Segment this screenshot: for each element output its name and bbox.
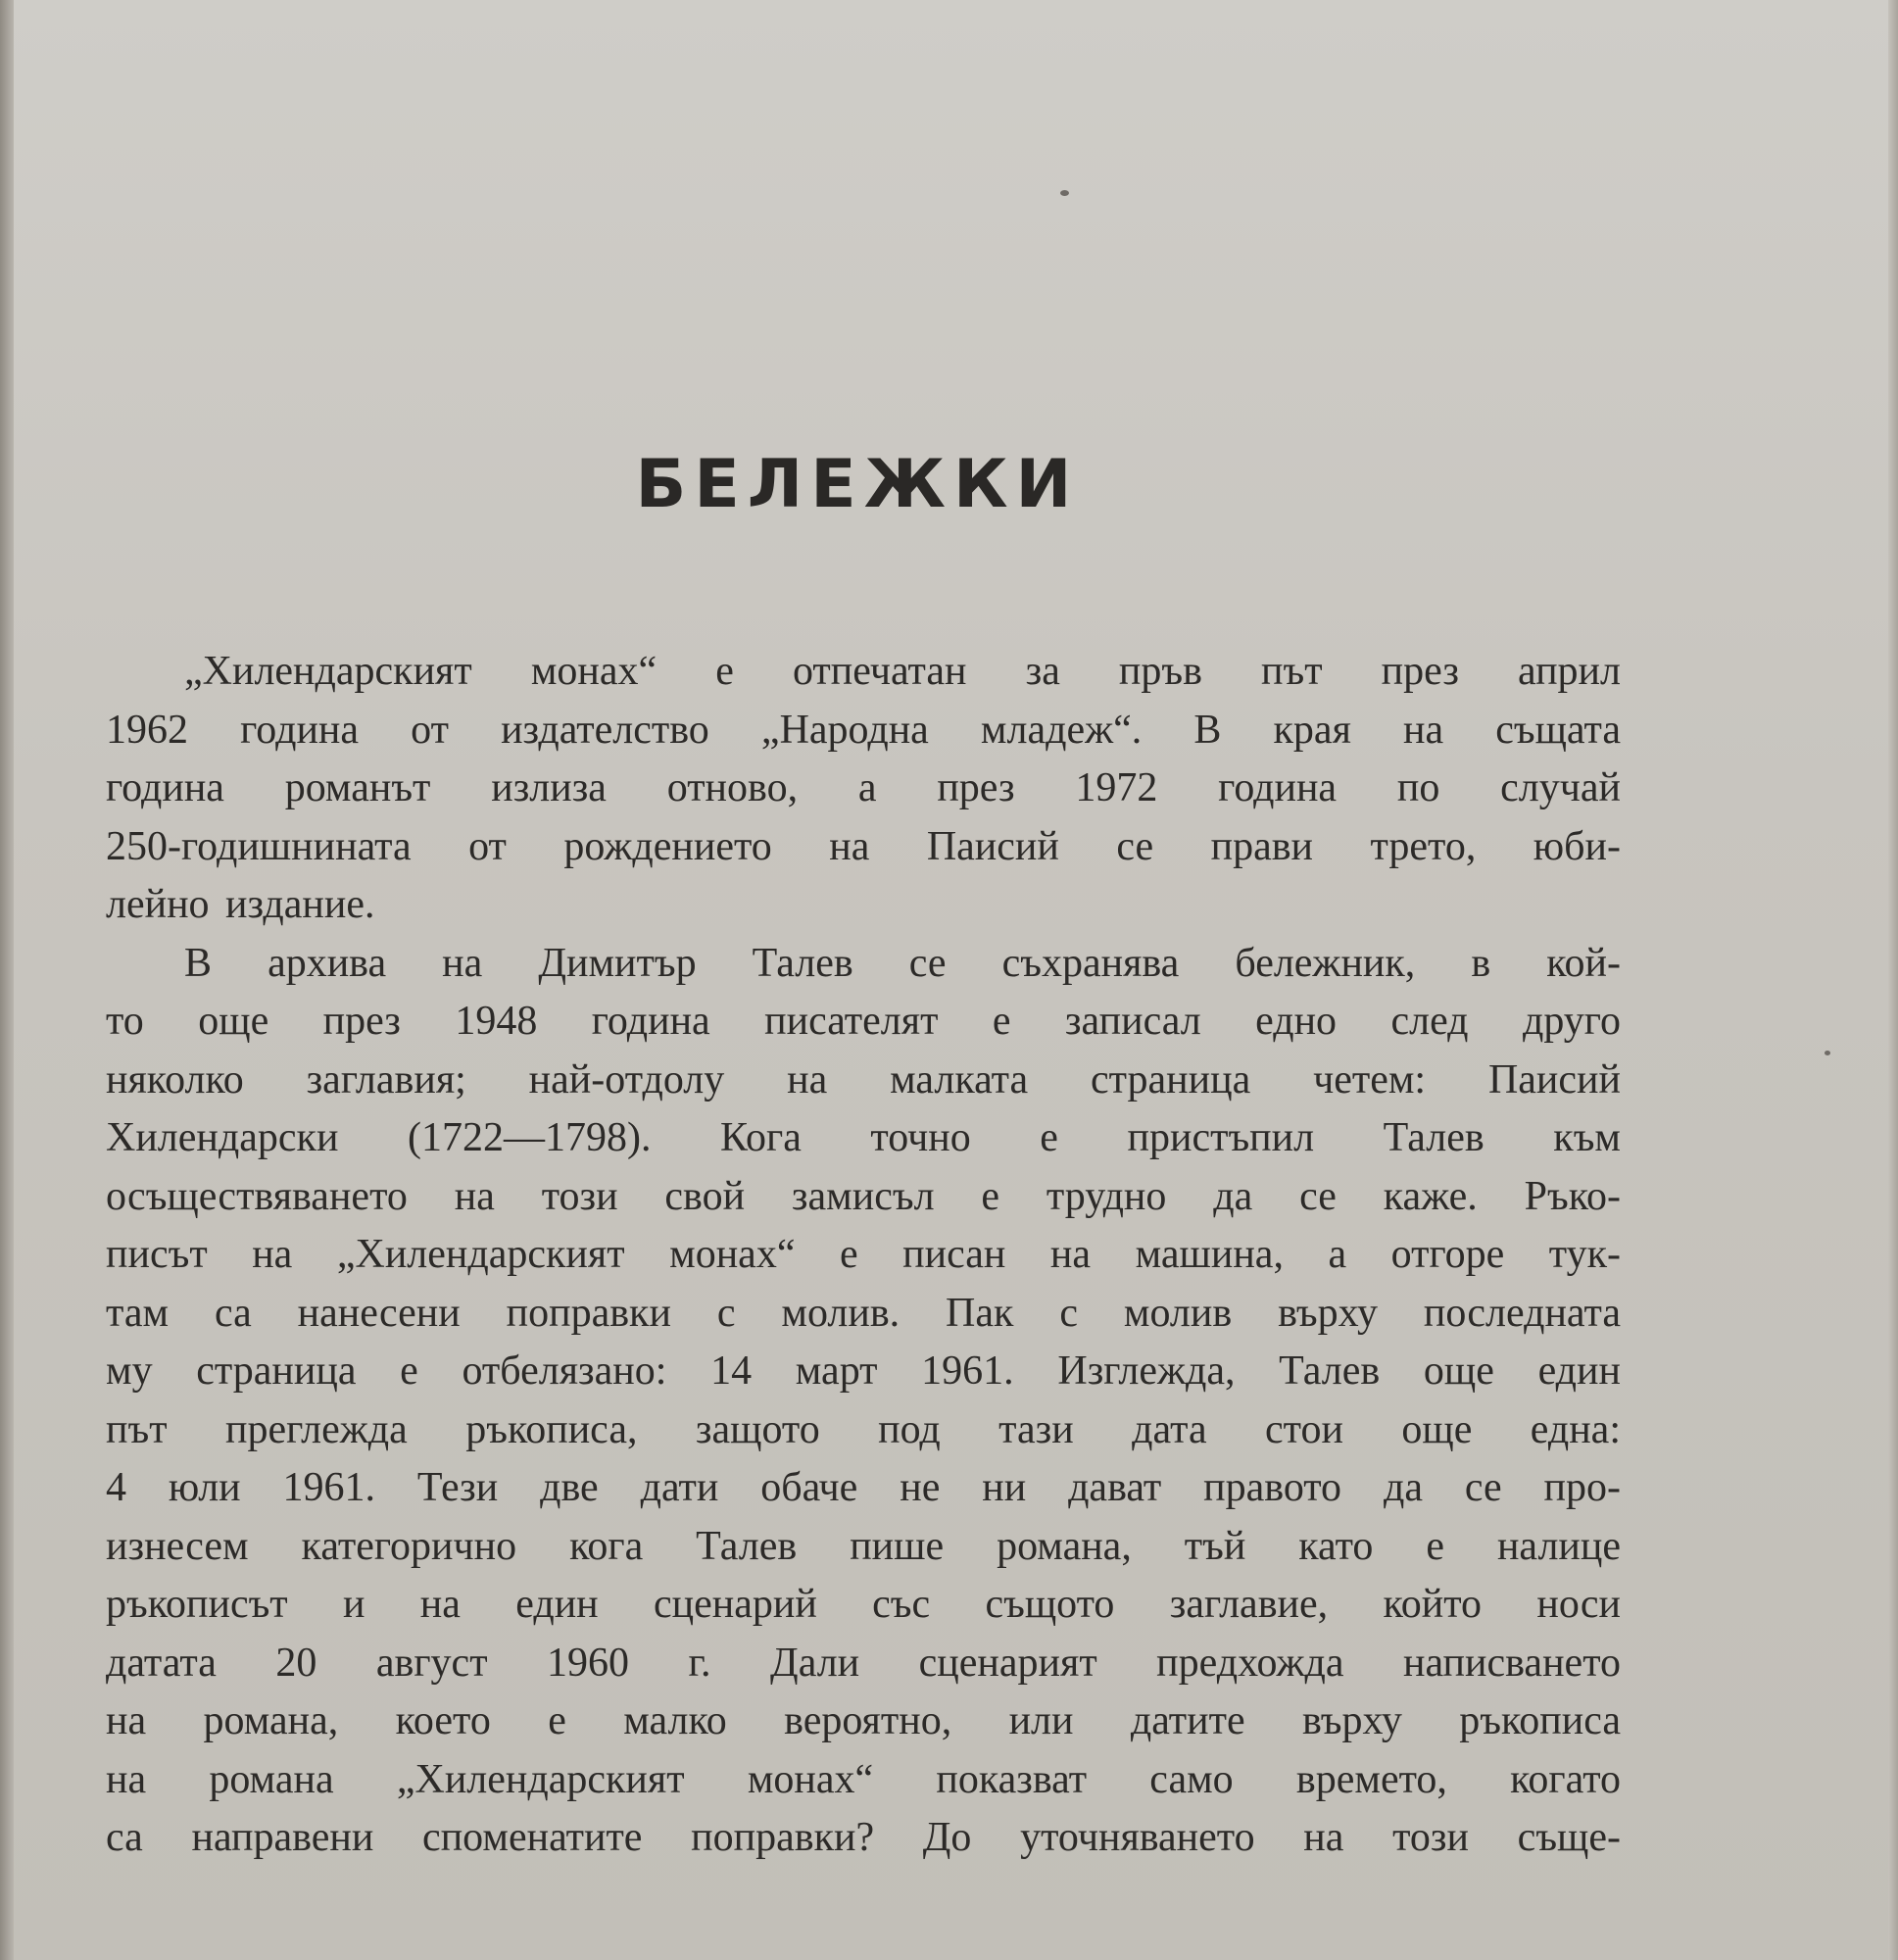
paragraph-1 [106,643,1621,935]
text-line: 250-годишнината от рождението на Паисий се прави трето, юби- [106,823,1621,869]
text-line: то още през 1948 година писателят е записал едно след друго [106,999,1621,1044]
body-text [106,643,1621,1868]
text-line: лейно издание. [106,882,375,927]
text-line: на романа „Хилендарският монах“ показват само времето, когато [106,1756,1621,1802]
text-line: В архива на Димитър Талев се съхранява бележник, в кой- [184,940,1621,986]
text-line: път преглежда ръкописа, защото под тази дата стои още една: [106,1406,1621,1452]
text-line: 1962 година от издателство „Народна младеж“. В края на същата [106,707,1621,753]
text-line: там са нанесени поправки с молив. Пак с молив върху последната [106,1290,1621,1336]
text-line: ръкописът и на един сценарий със същото заглавие, който носи [106,1582,1621,1627]
text-line: година романът излиза отново, а през 1972 година по случай [106,765,1621,810]
text-line: му страница е отбелязано: 14 март 1961. Изглежда, Талев още един [106,1348,1621,1394]
text-line: „Хилендарският монах“ е отпечатан за пръв път през април [184,649,1621,694]
text-line: 4 юли 1961. Тези две дати обаче не ни дават правото да се про- [106,1465,1621,1510]
text-line: писът на „Хилендарският монах“ е писан на машина, а отгоре тук- [106,1232,1621,1277]
page-left-edge [0,0,14,1960]
text-line: са направени споменатите поправки? До уточняването на този съще- [106,1815,1621,1860]
page-right-edge [1888,0,1898,1960]
text-line: Хилендарски (1722—1798). Кога точно е пристъпил Талев към [106,1115,1621,1160]
paper-speck [1825,1051,1830,1055]
text-line: няколко заглавия; най-отдолу на малката страница четем: Паисий [106,1056,1621,1102]
text-line: осъществяването на този свой замисъл е трудно да се каже. Ръко- [106,1173,1621,1219]
page-heading: БЕЛЕЖКИ [635,446,1080,523]
paper-speck [1060,190,1069,196]
text-line: датата 20 август 1960 г. Дали сценарият предхожда написването [106,1640,1621,1686]
paragraph-2 [106,935,1621,1868]
text-line: изнесем категорично кога Талев пише романа, тъй като е налице [106,1523,1621,1569]
text-line: на романа, което е малко вероятно, или датите върху ръкописа [106,1698,1621,1743]
